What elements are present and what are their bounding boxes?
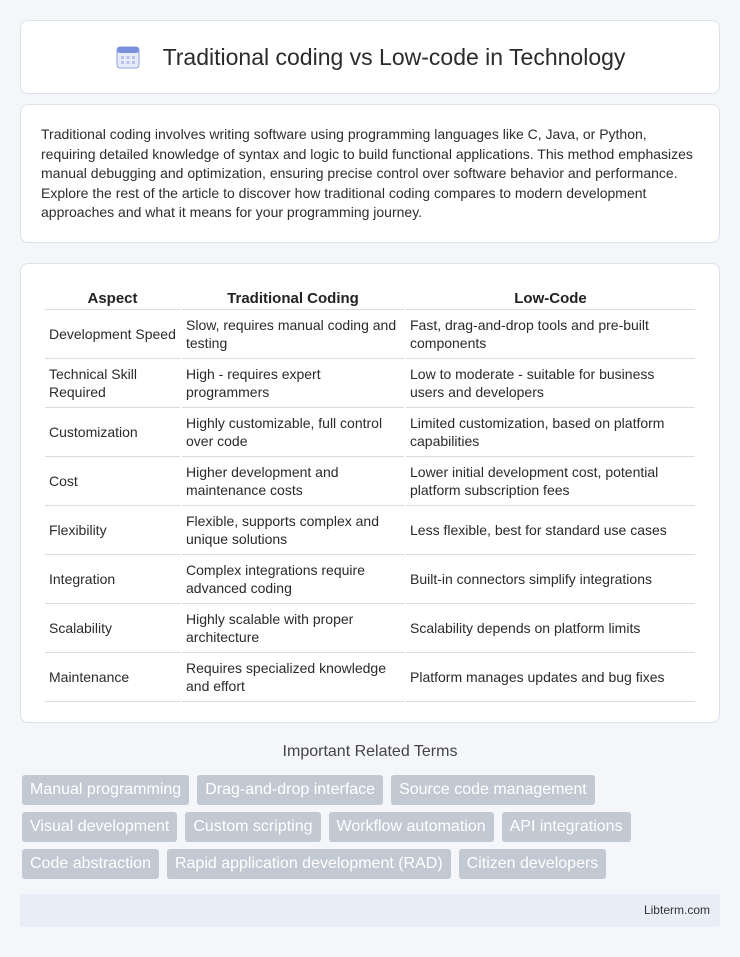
table-row — [45, 604, 695, 653]
tag-rad[interactable]: Rapid application development (RAD) — [167, 849, 451, 879]
table-row — [45, 457, 695, 506]
cell-aspect: Customization — [45, 408, 180, 457]
calendar-icon — [115, 44, 141, 70]
cell-traditional: Requires specialized knowledge and effort — [182, 653, 404, 702]
related-terms-title: Important Related Terms — [282, 743, 458, 760]
intro-text: Traditional coding involves writing software using programming languages like C, Java, or Python, requiring detailed knowledge of syntax and logic to build functional applications. This method emphasizes manual debugging and optimization, ensuring precise control over software behavior and performance. Explore the rest of the article to discover how traditional coding compares to modern development approaches and what it means for your programming journey. — [41, 126, 693, 221]
intro-card — [20, 104, 720, 243]
table-row — [45, 359, 695, 408]
footer-site[interactable]: Libterm.com — [643, 903, 710, 917]
header-traditional: Traditional Coding — [182, 284, 404, 310]
cell-traditional: Higher development and maintenance costs — [182, 457, 404, 506]
tag-drag-and-drop-interface[interactable]: Drag-and-drop interface — [197, 775, 383, 805]
cell-aspect: Integration — [45, 555, 180, 604]
cell-aspect: Technical Skill Required — [45, 359, 180, 408]
table-row — [45, 408, 695, 457]
tag-citizen-developers[interactable]: Citizen developers — [459, 849, 607, 879]
tag-api-integrations[interactable]: API integrations — [502, 812, 631, 842]
tag-code-abstraction[interactable]: Code abstraction — [22, 849, 159, 879]
table-row — [45, 653, 695, 702]
tag-row — [22, 849, 722, 879]
header-aspect: Aspect — [45, 284, 180, 310]
table-row — [45, 506, 695, 555]
cell-lowcode: Low to moderate - suitable for business users and developers — [406, 359, 695, 408]
footer — [20, 894, 720, 927]
cell-lowcode: Limited customization, based on platform capabilities — [406, 408, 695, 457]
cell-aspect: Maintenance — [45, 653, 180, 702]
header-lowcode: Low-Code — [406, 284, 695, 310]
comparison-card — [20, 263, 720, 723]
cell-lowcode: Less flexible, best for standard use cases — [406, 506, 695, 555]
cell-traditional: Slow, requires manual coding and testing — [182, 310, 404, 359]
table-row — [45, 310, 695, 359]
cell-lowcode: Scalability depends on platform limits — [406, 604, 695, 653]
cell-aspect: Flexibility — [45, 506, 180, 555]
cell-aspect: Scalability — [45, 604, 180, 653]
cell-lowcode: Fast, drag-and-drop tools and pre-built components — [406, 310, 695, 359]
cell-traditional: Complex integrations require advanced coding — [182, 555, 404, 604]
cell-aspect: Cost — [45, 457, 180, 506]
cell-traditional: Flexible, supports complex and unique solutions — [182, 506, 404, 555]
tag-row — [22, 775, 722, 805]
page-title: Traditional coding vs Low-code in Technology — [162, 43, 626, 70]
cell-lowcode: Built-in connectors simplify integrations — [406, 555, 695, 604]
cell-lowcode: Platform manages updates and bug fixes — [406, 653, 695, 702]
tag-visual-development[interactable]: Visual development — [22, 812, 177, 842]
title-card — [20, 20, 720, 94]
cell-traditional: Highly customizable, full control over code — [182, 408, 404, 457]
tag-custom-scripting[interactable]: Custom scripting — [185, 812, 320, 842]
table-header-row — [45, 284, 695, 310]
comparison-table — [43, 284, 697, 702]
related-terms — [22, 775, 722, 886]
tag-workflow-automation[interactable]: Workflow automation — [329, 812, 494, 842]
cell-lowcode: Lower initial development cost, potential platform subscription fees — [406, 457, 695, 506]
tag-manual-programming[interactable]: Manual programming — [22, 775, 189, 805]
tag-source-code-management[interactable]: Source code management — [391, 775, 595, 805]
cell-aspect: Development Speed — [45, 310, 180, 359]
cell-traditional: High - requires expert programmers — [182, 359, 404, 408]
table-row — [45, 555, 695, 604]
tag-row — [22, 812, 722, 842]
cell-traditional: Highly scalable with proper architecture — [182, 604, 404, 653]
